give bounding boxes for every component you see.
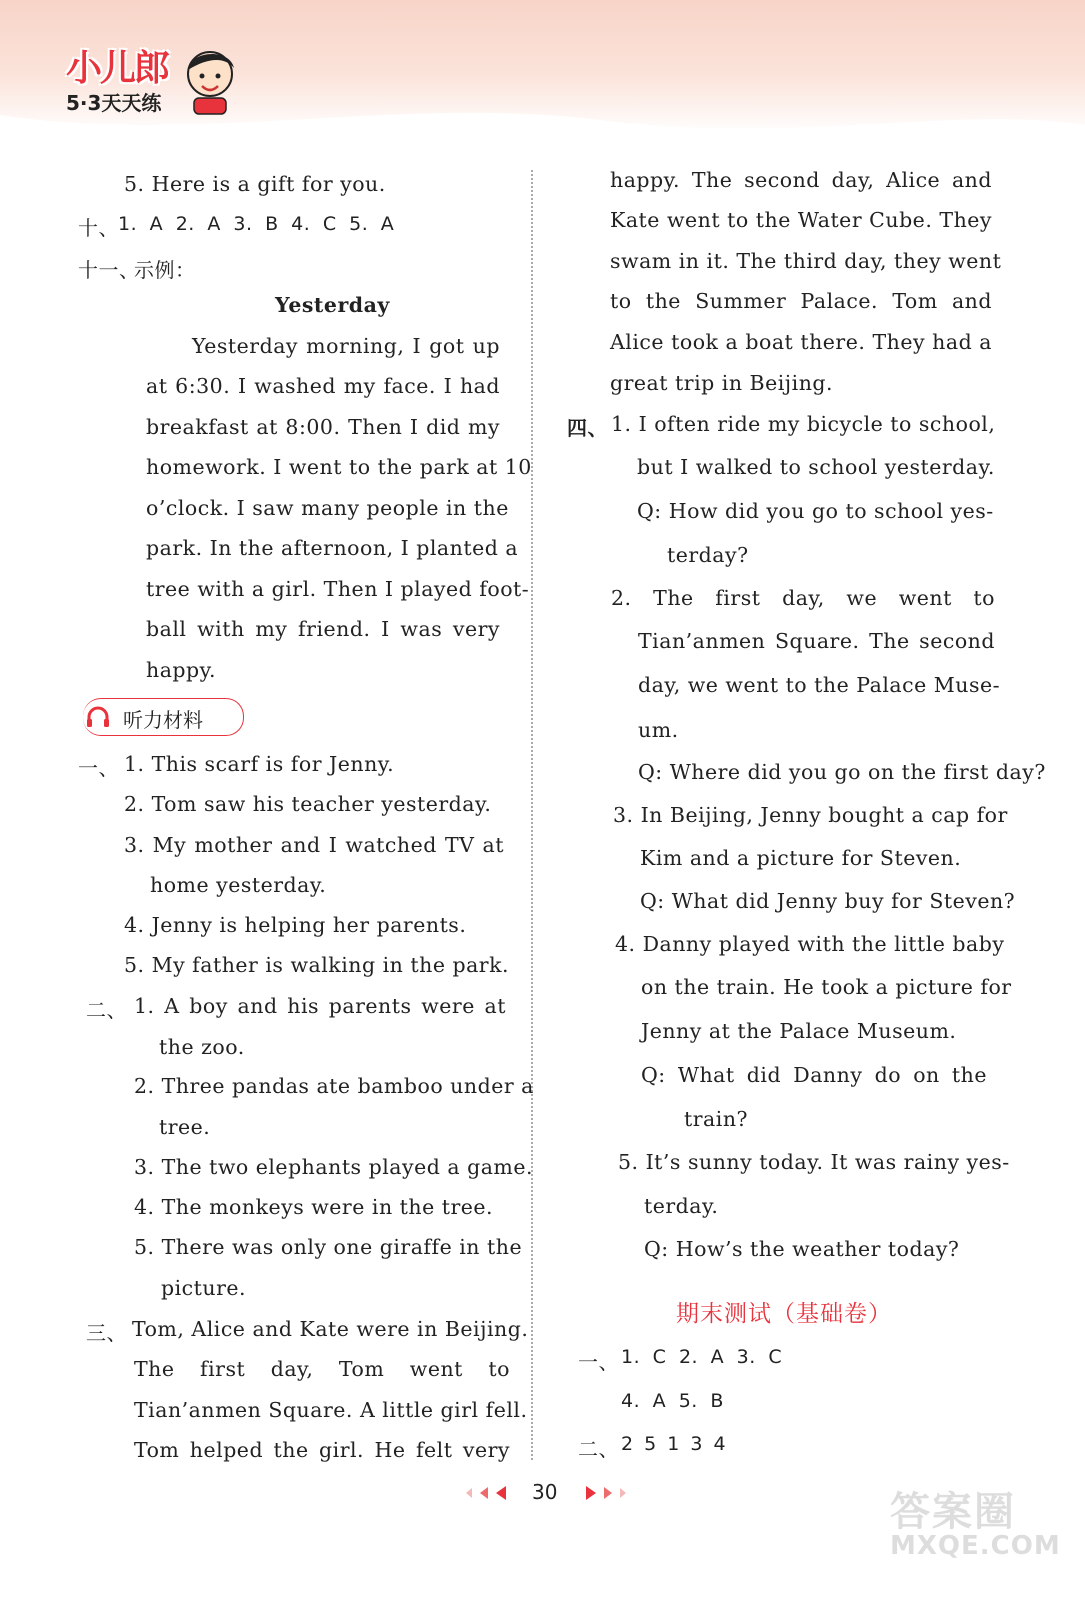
listening-material-tag [83,698,244,736]
script-line: um. [638,718,679,742]
example-label: 示例： [134,258,196,282]
question-line: Q: Where did you go on the first day? [638,760,1046,784]
script-line: Kim and a picture for Steven. [640,846,962,870]
section-label: 四、 [567,416,608,440]
essay-title: Yesterday [275,293,390,317]
script-line: 1. A boy and his parents were at [134,994,506,1018]
section-label: 一、 [78,756,119,780]
watermark [890,1480,1061,1561]
essay-line: happy. [146,658,217,682]
script-line: 3. My mother and I watched TV at [124,833,504,857]
script-line: home yesterday. [150,873,327,897]
essay-line: tree with a girl. Then I played foot- [146,577,530,601]
question-line: Q: What did Danny do on the [641,1063,987,1087]
headphones-icon [85,705,111,729]
script-line: picture. [161,1276,247,1300]
essay-line: park. In the afternoon, I planted a [146,536,519,560]
script-line: 4. Jenny is helping her parents. [124,913,467,937]
answer-key: 4. A 5. B [621,1390,724,1412]
essay-line: homework. I went to the park at 10 [146,455,532,479]
script-line: day, we went to the Palace Muse- [638,673,1001,697]
script-line: 1. This scarf is for Jenny. [124,752,395,776]
script-line: Tian’anmen Square. A little girl fell. [134,1398,528,1422]
script-line: swam in it. The third day, they went [610,249,1002,273]
right-arrows-icon [578,1484,632,1502]
script-line: 4. Danny played with the little baby [615,932,1005,956]
script-line: 3. In Beijing, Jenny bought a cap for [613,803,1008,827]
section-label: 十一、 [78,258,140,282]
script-line: but I walked to school yesterday. [637,455,995,479]
brand-logo [66,40,168,116]
section-label: 三、 [86,1321,127,1345]
essay-line: breakfast at 8:00. Then I did my [146,415,500,439]
section-label: 一、 [578,1350,619,1374]
section-label: 十、 [78,216,119,240]
listening-label: 听力材料 [123,708,203,732]
script-line: Kate went to the Water Cube. They [610,208,992,232]
script-line: Jenny at the Palace Museum. [641,1019,957,1043]
script-line: 5. My father is walking in the park. [124,953,510,977]
script-line: Tian’anmen Square. The second [638,629,995,653]
logo-title: 小儿郎 [66,48,169,89]
script-line: to the Summer Palace. Tom and [610,289,992,313]
answer-key: 1. C 2. A 3. C [621,1346,783,1368]
page-number: 30 [532,1480,558,1504]
essay-line: Yesterday morning, I got up [192,334,500,358]
script-line: Tom, Alice and Kate were in Beijing. [132,1317,529,1341]
script-line: tree. [159,1115,211,1139]
script-line: 2. The first day, we went to [611,586,995,610]
question-line: Q: How’s the weather today? [644,1237,960,1261]
script-line: Tom helped the girl. He felt very [134,1438,510,1462]
script-line: 3. The two elephants played a game. [134,1155,534,1179]
script-line: the zoo. [159,1035,245,1059]
question-line: train? [684,1107,749,1131]
script-line: happy. The second day, Alice and [610,168,992,192]
answer-line: 5. Here is a gift for you. [124,172,386,196]
script-line: on the train. He took a picture for [641,975,1012,999]
left-arrows-icon [460,1484,514,1502]
page-footer [460,1478,630,1508]
column-divider [531,170,533,1460]
script-line: 4. The monkeys were in the tree. [134,1195,494,1219]
question-line: terday? [667,543,749,567]
section-label: 二、 [86,998,127,1022]
script-line: 2. Tom saw his teacher yesterday. [124,792,492,816]
script-line: 1. I often ride my bicycle to school, [611,412,996,436]
script-line: The first day, Tom went to [134,1357,510,1381]
answer-key: 2 5 1 3 4 [621,1433,727,1455]
question-line: Q: How did you go to school yes- [637,499,994,523]
watermark-url: MXQE.COM [890,1531,1061,1561]
exam-section-title: 期末测试（基础卷） [676,1301,892,1327]
script-line: terday. [644,1194,719,1218]
essay-line: o’clock. I saw many people in the [146,496,509,520]
essay-line: ball with my friend. I was very [146,617,500,641]
script-line: 5. It’s sunny today. It was rainy yes- [618,1150,1010,1174]
watermark-text: 答案圈 [890,1489,1016,1535]
script-line: great trip in Beijing. [610,371,834,395]
script-line: Alice took a boat there. They had a [610,330,992,354]
script-line: 5. There was only one giraffe in the [134,1235,523,1259]
logo-subtitle: 5·3天天练 [66,91,162,115]
question-line: Q: What did Jenny buy for Steven? [640,889,1016,913]
section-label: 二、 [578,1437,619,1461]
answer-key: 1. A 2. A 3. B 4. C 5. A [118,213,395,235]
mascot-boy-icon [180,44,240,116]
script-line: 2. Three pandas ate bamboo under a [134,1074,534,1098]
essay-line: at 6:30. I washed my face. I had [146,374,500,398]
